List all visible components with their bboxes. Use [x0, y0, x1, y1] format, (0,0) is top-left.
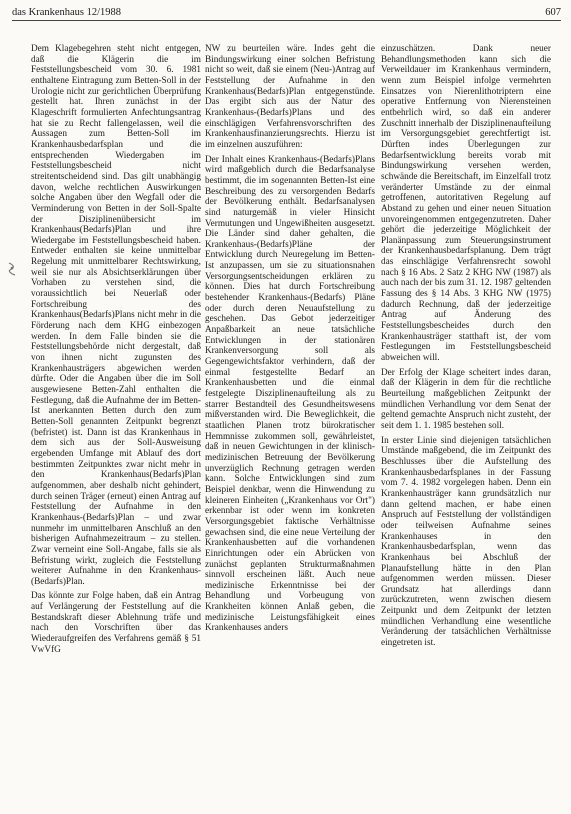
text-column-1: [31, 44, 201, 659]
paragraph: Dem Klagebegehren steht nicht entgegen, daß die Klägerin die im Feststellungsbescheid vom 30. 6. 1981 enthaltene Eintragung zum Betten-Soll in der Urologie nicht zur gerichtlichen Überprüfung gestellt hat. Ihren zunächst in der Klageschrift formulierten Anfechtungsantrag hat sie zu Recht fallengelassen, weil die Aussagen zum Betten-Soll im Krankenhausbedarfsplan und die entsprechenden Wiedergaben im Feststellungsbescheid nicht streitentscheidend sind. Das gilt unabhängig davon, welche rechtlichen Auswirkungen solche Angaben über den Wegfall oder die Verminderung von Betten in der Soll-Spalte der Disziplinenübersicht im Krankenhaus(Bedarfs)Plan und ihre Wiedergabe im Feststellungsbescheid haben. Entweder enthalten sie keine unmittelbar Regelung mit unmittelbarer Rechtswirkung, weil sie nur als Absichtserklärungen über Vorhaben zu verstehen sind, die voraussichtlich bei Neuerlaß oder Fortschreibung des Krankenhaus(Bedarfs)Plans nicht mehr in die Förderung nach dem KHG einbezogen werden. In dem Falle binden sie die Feststellungsbehörde nicht dergestalt, daß von ihnen nicht zugunsten des Krankenhausträgers abgewichen werden dürfte. Oder die Angaben über die im Soll ausgewiesene Betten-Zahl enthalten die Festlegung, daß die Aufnahme der im Betten-Ist anerkannten Betten durch den zum Betten-Soll genannten Zeitpunkt begrenzt (befristet) ist. Dann ist das Krankenhaus in dem sich aus der Soll-Ausweisung ergebenden Umfange mit Ablauf des dort bestimmten Zeitpunktes zwar nicht mehr in den Krankenhaus(Bedarfs)Plan aufgenommen, aber deshalb nicht gehindert, durch seinen Träger (erneut) einen Antrag auf Feststellung der Aufnahme in den Krankenhaus-(Bedarfs)Plan – und zwar nunmehr im unmittelbaren Anschluß an den bisherigen Aufnahmezeitraum – zu stellen. Zwar verneint eine Soll-Angabe, falls sie als Befristung wirkt, zugleich die Feststellung weiterer Aufnahme in den Krankenhaus-(Bedarfs)Plan.: [31, 44, 201, 587]
paragraph: einzuschätzen. Dank neuer Behandlungsmethoden kann sich die Verweildauer im Krankenhaus vermindern, wenn zum Beispiel infolge vermehrten Einsatzes von Nierenlithotriptern eine operative Entfernung von Nierensteinen entbehrlich wird, so daß ein anderer Zuschnitt innerhalb der Disziplinenaufteilung im Versorgungsgebiet gerechtfertigt ist. Dürften indes Überlegungen zur Bedarfsentwicklung bereits vorab mit Bindungswirkung versehen werden, schwände die Bereitschaft, im Einzelfall trotz veränderter Umstände zu der einmal getroffenen, autoritativen Regelung auf Abstand zu gehen und einer neuen Situation unvoreingenommen entgegenzutreten. Daher gehört die jederzeitige Möglichkeit der Planänpassung zum Steuerungsinstrument der Krankenhausbedarfsplanung. Dem trägt das einschlägige Verfahrensrecht sowohl nach § 16 Abs. 2 Satz 2 KHG NW (1987) als auch nach der bis zum 31. 12. 1987 geltenden Fassung des § 14 Abs. 3 KHG NW (1975) dadurch Rechnung, daß der jederzeitige Antrag auf Änderung des Feststellungsbescheides durch den Krankenhausträger statthaft ist, der vom Festlegungen im Feststellungsbescheid abweichen will.: [381, 44, 551, 364]
paragraph: In erster Linie sind diejenigen tatsächlichen Umstände maßgebend, die im Zeitpunkt des Beschlusses über die Aufstellung des Krankenhausbedarfsplanes in der Fassung vom 7. 4. 1982 vorgelegen haben. Denn ein Krankenhausträger kann grundsätzlich nur dann geltend machen, er habe einen Anspruch auf Feststellung der vollständigen oder teilweisen Aufnahme seines Krankenhauses in den Krankenhausbedarfsplan, wenn das Krankenhaus bei Abschluß der Planaufstellung hätte in den Plan aufgenommen werden müssen. Dieser Grundsatz hat allerdings dann zurückzutreten, wenn zwischen diesem Zeitpunkt und dem Zeitpunkt der letzten mündlichen Verhandlung eine wesentliche Veränderung der tatsächlichen Verhältnisse eingetreten ist.: [381, 435, 551, 649]
text-column-3: [381, 44, 551, 653]
paragraph: Der Inhalt eines Krankenhaus-(Bedarfs)Plans wird maßgeblich durch die Bedarfsanalyse bestimmt, die im sogenannten Betten-Ist eine Beschreibung des zu versorgenden Bedarfs der Bevölkerung enthält. Bedarfsanalysen sind naturgemäß in vieler Hinsicht Vermutungen und Ungewißheiten ausgesetzt. Die Länder sind daher gehalten, die Krankenhaus-(Bedarfs)Pläne der Entwicklung durch Neuregelung im Betten-Ist anzupassen, um sie zu situationsnahen Versorgungsentscheidungen erklären zu können. Dies hat durch Fortschreibung bestehender Krankenhaus-(Bedarfs) Pläne oder durch deren Neuaufstellung zu geschehen. Das Gebot jederzeitiger Anpaßbarkeit an neue tatsächliche Entwicklungen in der stationären Krankenversorgung soll als Gegengewichtsfaktor verhindern, daß der einmal festgestellte Bedarf an Krankenhausbetten und die einmal festgelegte Disziplinenaufteilung als zu starrer Bestandteil des Gesundheitswesens mißverstanden wird. Die Beweglichkeit, die staatlichen Planen trotz bürokratischer Hemmnisse zukommen soll, gewährleistet, daß in neuen Gewichtungen in der klinisch-medizinischen Betreuung der Bevölkerung unverzüglich Rechnung getragen werden kann. Solche Entwicklungen sind zum Beispiel denkbar, wenn die Hinwendung zu kleineren Einheiten („Krankenhaus vor Ort") erkennbar ist oder wenn im konkreten Versorgungsgebiet faktische Verhältnisse gewachsen sind, die eine neue Verteilung der Krankenhausbetten auf die vorhandenen Einrichtungen oder ein Abrücken von zunächst geplanten Strukturmaßnahmen sinnvoll erscheinen läßt. Auch neue medizinische Erkenntnisse bei der Behandlung und Vorbeugung von Krankheiten können Anlaß geben, die medizinische Leistungsfähigkeit eines Krankenhauses anders: [205, 154, 375, 634]
paragraph: Das könnte zur Folge haben, daß ein Antrag auf Verlängerung der Feststellung auf die Bestandskraft dieser Ablehnung träfe und nach den Vorschriften über das Wiederaufgreifen des Verfahrens gemäß § 51 VwVfG: [31, 591, 201, 655]
text-column-2: [205, 44, 375, 638]
margin-mark-icon: [6, 262, 18, 276]
paragraph: Der Erfolg der Klage scheitert indes daran, daß der Klägerin in dem für die rechtliche Beurteilung maßgeblichen Zeitpunkt der mündlichen Verhandlung vor dem Senat der geltend gemachte Anspruch nicht zusteht, der seit dem 1. 1. 1985 bestehen soll.: [381, 367, 551, 431]
paragraph: NW zu beurteilen wäre. Indes geht die Bindungswirkung einer solchen Befristung nicht so weit, daß sie einem (Neu-)Antrag auf Feststellung der Aufnahme in den Krankenhaus(Bedarfs)Plan entgegenstünde. Das ergibt sich aus der Natur des Krankenhaus-(Bedarfs)Plans und des einschlägigen Verfahrensvorschriften des Krankenhausfinanzierungsrechts. Hierzu ist im einzelnen auszuführen:: [205, 44, 375, 150]
journal-title: das Krankenhaus 12/1988: [12, 7, 122, 18]
page-header: [12, 6, 561, 21]
page-number: 607: [545, 7, 561, 18]
